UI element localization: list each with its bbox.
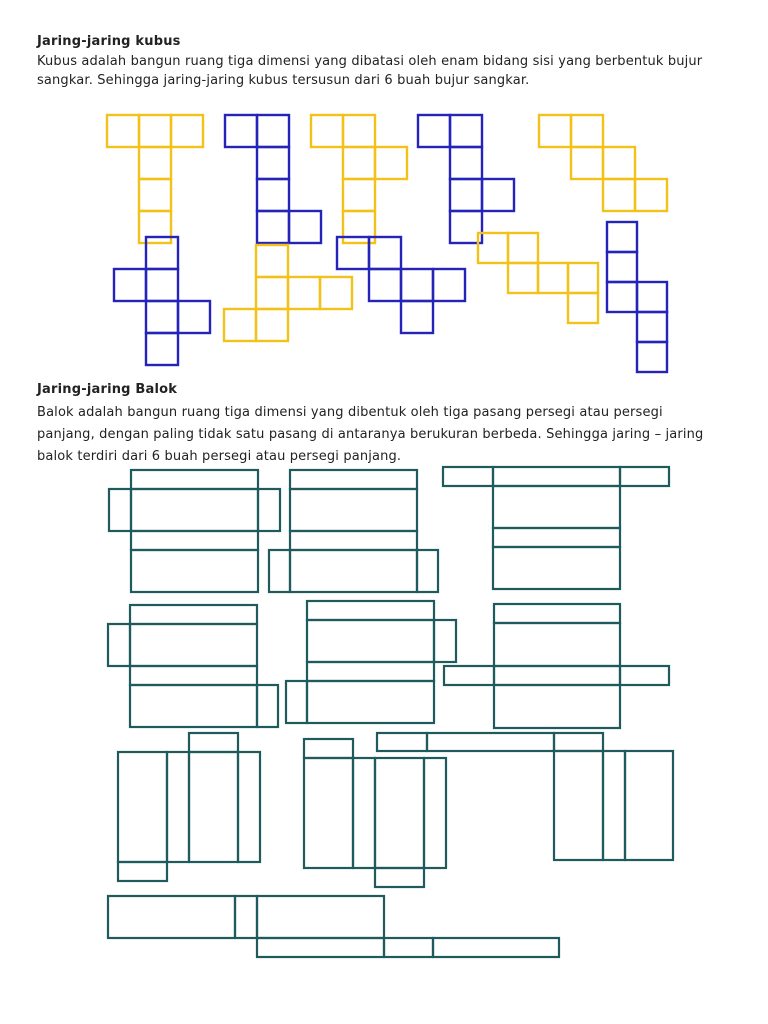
net-face (225, 115, 257, 147)
net-face (257, 938, 384, 957)
net-face (538, 263, 568, 293)
net-face (290, 531, 417, 550)
cuboid-net-8 (304, 739, 446, 887)
net-face (146, 269, 178, 301)
net-face (238, 752, 260, 862)
cuboid-net-5 (286, 601, 456, 723)
net-face (571, 115, 603, 147)
cuboid-net-10 (108, 896, 559, 957)
net-face (343, 147, 375, 179)
net-face (494, 623, 620, 666)
net-face (108, 624, 130, 666)
cuboid-net-9 (377, 733, 673, 860)
net-face (450, 115, 482, 147)
net-face (171, 115, 203, 147)
net-face (343, 115, 375, 147)
net-face (130, 624, 257, 666)
net-face (369, 269, 401, 301)
net-face (603, 751, 625, 860)
net-face (424, 758, 446, 868)
cuboid-net-6 (444, 604, 669, 728)
cube-net-6 (114, 237, 210, 365)
cuboid-net-1 (109, 470, 280, 592)
cube-net-1 (107, 115, 203, 243)
net-face (508, 233, 538, 263)
net-face (482, 179, 514, 211)
net-face (493, 547, 620, 589)
net-face (554, 733, 603, 751)
net-face (139, 147, 171, 179)
net-face (620, 666, 669, 685)
net-face (450, 147, 482, 179)
paragraph-line: balok terdiri dari 6 buah persegi atau persegi panjang. (37, 449, 402, 464)
net-face (375, 147, 407, 179)
net-face (256, 245, 288, 277)
paragraph-line: panjang, dengan paling tidak satu pasang di antaranya berukuran berbeda. Sehingga jaring – jaring (37, 427, 704, 442)
net-face (620, 467, 669, 486)
net-face (635, 179, 667, 211)
net-face (307, 662, 434, 681)
net-face (384, 938, 433, 957)
net-face (353, 758, 375, 868)
net-face (131, 550, 258, 592)
net-face (607, 252, 637, 282)
net-face (118, 752, 167, 862)
net-face (130, 666, 257, 685)
net-face (493, 486, 620, 528)
net-face (307, 620, 434, 662)
net-face (607, 282, 637, 312)
net-face (554, 751, 603, 860)
net-face (637, 342, 667, 372)
net-face (257, 147, 289, 179)
cuboid-net-2 (269, 470, 438, 592)
net-face (131, 489, 258, 531)
net-face (427, 733, 554, 751)
net-face (289, 211, 321, 243)
net-face (290, 489, 417, 531)
net-face (494, 604, 620, 623)
net-face (444, 666, 494, 685)
net-face (304, 758, 353, 868)
net-face (625, 751, 673, 860)
net-face (108, 896, 235, 938)
net-face (146, 301, 178, 333)
net-face (434, 620, 456, 662)
net-face (320, 277, 352, 309)
net-face (401, 301, 433, 333)
net-face (235, 896, 257, 938)
net-face (107, 115, 139, 147)
cuboid-net-7 (118, 733, 260, 881)
net-face (568, 263, 598, 293)
cube-net-8 (337, 237, 465, 333)
net-face (417, 550, 438, 592)
net-face (257, 211, 289, 243)
net-face (139, 179, 171, 211)
net-face (637, 312, 667, 342)
cuboid-net-3 (443, 467, 669, 589)
net-face (257, 179, 289, 211)
net-face (118, 862, 167, 881)
paragraph-line: Balok adalah bangun ruang tiga dimensi yang dibentuk oleh tiga pasang persegi atau persegi (37, 405, 663, 420)
net-face (114, 269, 146, 301)
net-face (607, 222, 637, 252)
cube-net-10 (607, 222, 667, 372)
net-face (286, 681, 307, 723)
net-face (418, 115, 450, 147)
net-face (443, 467, 493, 486)
net-face (433, 269, 465, 301)
cube-net-7 (224, 245, 352, 341)
net-face (450, 179, 482, 211)
net-face (257, 115, 289, 147)
net-face (637, 282, 667, 312)
net-face (307, 601, 434, 620)
net-face (375, 758, 424, 868)
net-face (288, 277, 320, 309)
net-face (189, 752, 238, 862)
net-face (311, 115, 343, 147)
cube-net-9 (478, 233, 598, 323)
net-face (307, 681, 434, 723)
net-face (290, 470, 417, 489)
net-face (256, 277, 288, 309)
net-face (493, 528, 620, 547)
cube-net-heading: Jaring-jaring kubus (37, 34, 181, 49)
cuboid-net-heading: Jaring-jaring Balok (37, 382, 178, 397)
net-face (189, 733, 238, 752)
net-face (178, 301, 210, 333)
net-face (304, 739, 353, 758)
net-face (139, 115, 171, 147)
net-face (493, 467, 620, 486)
cube-net-3 (311, 115, 407, 243)
paragraph-line: sangkar. Sehingga jaring-jaring kubus tersusun dari 6 buah bujur sangkar. (37, 73, 530, 88)
net-face (401, 269, 433, 301)
net-face (290, 550, 417, 592)
net-face (269, 550, 290, 592)
cuboid-net-4 (108, 605, 278, 727)
net-face (603, 147, 635, 179)
net-face (508, 263, 538, 293)
net-face (258, 489, 280, 531)
net-face (375, 868, 424, 887)
net-face (167, 752, 189, 862)
cube-net-2 (225, 115, 321, 243)
net-face (131, 531, 258, 550)
net-face (494, 685, 620, 728)
net-face (377, 733, 427, 751)
net-face (257, 896, 384, 938)
net-face (224, 309, 256, 341)
net-face (130, 605, 257, 624)
cube-net-5 (539, 115, 667, 211)
net-face (146, 333, 178, 365)
cube-net-4 (418, 115, 514, 243)
paragraph-line: Kubus adalah bangun ruang tiga dimensi yang dibatasi oleh enam bidang sisi yang berbentuk bujur (37, 54, 703, 69)
net-face (568, 293, 598, 323)
net-face (494, 666, 620, 685)
net-face (109, 489, 131, 531)
net-face (256, 309, 288, 341)
net-face (130, 685, 257, 727)
net-face (539, 115, 571, 147)
net-face (343, 179, 375, 211)
net-face (603, 179, 635, 211)
net-face (131, 470, 258, 489)
net-face (257, 685, 278, 727)
net-face (433, 938, 559, 957)
net-face (571, 147, 603, 179)
